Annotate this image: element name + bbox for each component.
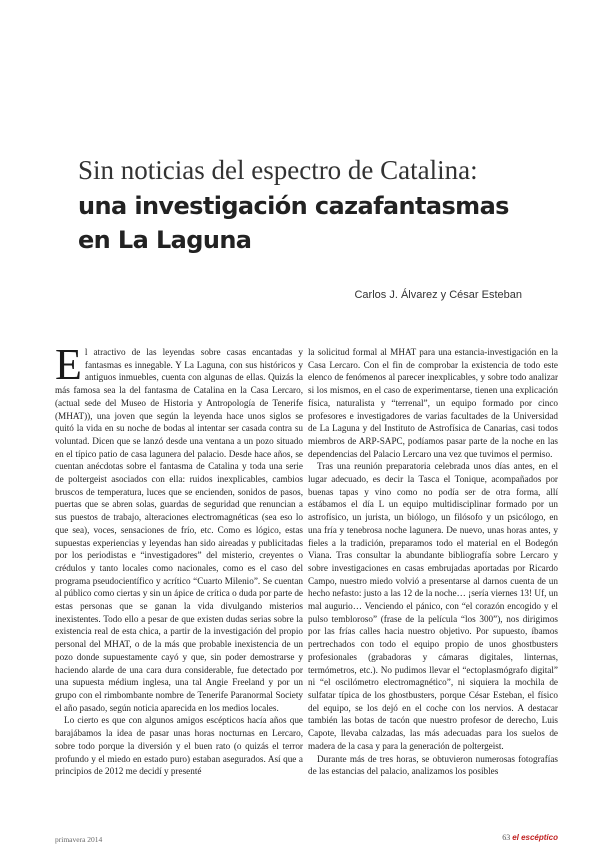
footer-issue: primavera 2014 — [55, 835, 103, 844]
title-line-1: Sin noticias del espectro de Catalina: — [78, 155, 478, 185]
footer-page — [502, 833, 558, 842]
title-line-3: en La Laguna — [78, 226, 252, 254]
page-number: 63 — [502, 833, 511, 842]
paragraph-text: l atractivo de las leyendas sobre casas encantadas y fantasmas es innegable. Y La Laguna, con sus históricos y antiguos inmuebles, cuenta con algunas de ellas. Quizás la más famosa sea la del fantasma de Catalina en la Casa Lercaro, (actual sede del Museo de Historia y Antropología de Tenerife (MHAT)), una joven que según la leyenda hace unos siglos se quitó la vida en su noche de bodas al intentar ser casada contra su voluntad. Dicen que se lanzó desde una ventana a un pozo situado en el típico patio de casa lagunera del palacio. Desde hace años, se cuentan anécdotas sobre el fantasma de Catalina y toda una serie de poltergeist asociados con ella: ruidos inexplicables, cambios bruscos de temperatura, luces que se encienden, sonidos de pasos, puertas que se abren solas, guardas de seguridad que renuncian a sus puestos de trabajo, alteraciones electromagnéticas (sea eso lo que sea), voces, sensaciones de frío, etc. Como es lógico, estas supuestas experiencias y leyendas han sido aireadas y publicitadas por los periodistas e “investigadores” del misterio, creyentes o crédulos y tanto locales como nacionales, como es el caso del programa pseudocientífico y acrítico “Cuarto Milenio”. Se cuentan al público como ciertas y sin un ápice de crítica o duda por parte de estas personas que se ganan la vida divulgando misterios inexistentes. Todo ello a pesar de que existen dudas serias sobre la existencia real de esta chica, a partir de la investigación del propio personal del MHAT, o de la más que probable inexistencia de un pozo donde supuestamente cayó y que, sin poder demostrarse y haciendo alarde de una cara dura considerable, fue detectado por una supuesta médium inglesa, una tal Angie Freeland y por un grupo con el rimbombante nombre de Tenerife Paranormal Society el año pasado, según noticia aparecida en los medios locales. — [55, 347, 303, 713]
drop-cap: E — [55, 346, 82, 389]
magazine-name: el escéptico — [512, 833, 558, 842]
column-right — [308, 346, 558, 816]
title-line-2: una investigación cazafantasmas — [78, 192, 509, 220]
paragraph — [55, 346, 303, 714]
paragraph: Durante más de tres horas, se obtuvieron numerosas fotografías de las estancias del palacio, analizamos los posibles — [308, 753, 558, 777]
authors: Carlos J. Álvarez y César Esteban — [354, 289, 522, 301]
title-main — [78, 189, 558, 257]
paragraph: Tras una reunión preparatoria celebrada unos días antes, en el lugar adecuado, es decir la Tasca el Tonique, acompañados por buenas tapas y vino como no podía ser de otra forma, allí estábamos el día L un equipo multidisciplinar formado por un astrofísico, un jurista, un biólogo, un filósofo y un psicólogo, en una fría y tenebrosa noche lagunera. De nuevo, unas horas antes, y fieles a la tradición, preparamos todo el material en el Bodegón Viana. Tras consultar la abundante bibliografía sobre Lercaro y sobre investigaciones en casas embrujadas aportadas por Ricardo Campo, nuestro miedo volvió a presentarse al darnos cuenta de un hecho nefasto: justo a las 12 de la noche… ¡sería viernes 13! Uf, un mal augurio… Venciendo el pánico, con “el corazón encogido y el pulso tembloroso” (frase de la película “los 300”), nos dirigimos por las frías calles hacia nuestro objetivo. Por supuesto, íbamos pertrechados con todo el equipo propio de unos ghostbusters profesionales (grabadoras y cámaras digitales, linternas, termómetros, etc.). No pudimos llevar el “ectoplasmógrafo digital” ni “el oscilómetro electromagnético”, ni siquiera la mochila de sulfatar típica de los ghostbusters, porque César Esteban, el físico del equipo, se los dejó en el coche con los nervios. A destacar también las botas de tacón que nuestro profesor de derecho, Luis Capote, llevaba calzadas, las más adecuadas para los suelos de madera de la casa y para la generación de poltergeist. — [308, 461, 558, 751]
paragraph: la solicitud formal al MHAT para una estancia-investigación en la Casa Lercaro. Con el fin de comprobar la existencia de todo este elenco de fenómenos al parecer inexplicables, y sobre todo analizar si los mismos, en el caso de experimentarse, tienen una explicación física, naturalista y “terrenal”, un equipo formado por cinco profesores e investigadores de varias facultades de la Universidad de La Laguna y del Instituto de Astrofísica de Canarias, casi todos miembros de ARP-SAPC, podíamos pasar parte de la noche en las dependencias del Palacio Lercaro una vez que tuvimos el permiso. — [308, 347, 558, 459]
column-left — [55, 346, 303, 816]
paragraph: Lo cierto es que con algunos amigos escépticos hacía años que barajábamos la idea de pasar unas horas nocturnas en Lercaro, sobre todo porque la diversión y el buen rato (o quizás el terror profundo y el miedo en estado puro) estaban asegurados. Así que a principios de 2012 me decidí y presenté — [55, 715, 303, 777]
